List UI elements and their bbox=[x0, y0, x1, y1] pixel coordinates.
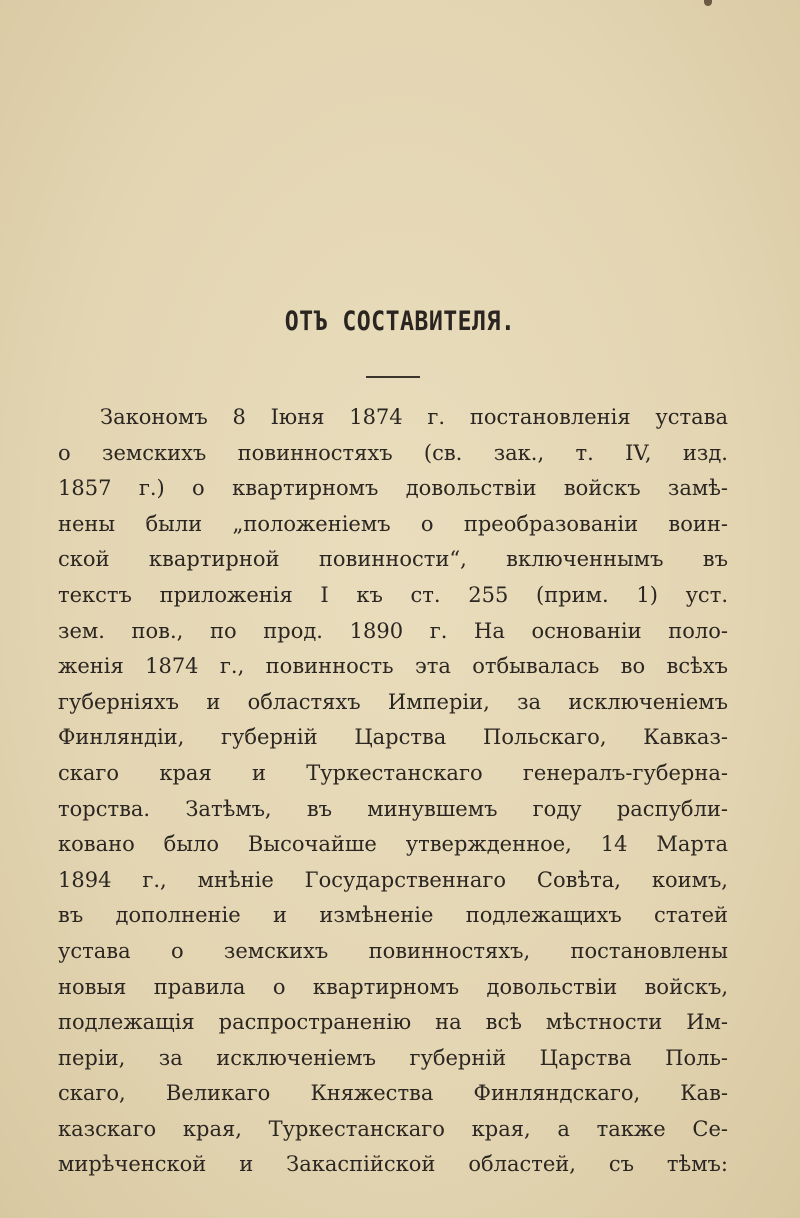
text-line: ской квартирной повинности“, включеннымъ въ bbox=[58, 547, 728, 572]
text-line: женія 1874 г., повинность эта отбывалась во всѣхъ bbox=[58, 654, 728, 679]
text-line: 1894 г., мнѣніе Государственнаго Совѣта, коимъ, bbox=[58, 867, 728, 892]
text-line: ковано было Высочайше утвержденное, 14 Марта bbox=[58, 832, 728, 857]
section-heading: ОТЪ СОСТАВИТЕЛЯ. bbox=[284, 306, 516, 337]
text-line: нены были „положеніемъ о преобразованіи воин- bbox=[58, 511, 728, 536]
text-line: губерніяхъ и областяхъ Имперіи, за исключеніемъ bbox=[58, 689, 728, 714]
page-speck bbox=[704, 0, 712, 6]
text-line: скаго, Великаго Княжества Финляндскаго, Кав- bbox=[58, 1081, 728, 1106]
text-line: мирѣченской и Закаспійской областей, съ тѣмъ: bbox=[58, 1152, 728, 1177]
text-line: въ дополненіе и измѣненіе подлежащихъ статей bbox=[58, 903, 728, 928]
text-line: 1857 г.) о квартирномъ довольствіи войскъ замѣ- bbox=[58, 476, 728, 501]
text-line: устава о земскихъ повинностяхъ, постановлены bbox=[58, 938, 728, 963]
text-line: текстъ приложенія I къ ст. 255 (прим. 1) уст. bbox=[58, 582, 728, 607]
text-line: о земскихъ повинностяхъ (св. зак., т. IV, изд. bbox=[58, 440, 728, 465]
text-line: Финляндіи, губерній Царства Польскаго, Кавказ- bbox=[58, 725, 728, 750]
text-line: зем. пов., по прод. 1890 г. На основаніи поло- bbox=[58, 618, 728, 643]
text-line: періи, за исключеніемъ губерній Царства Поль- bbox=[58, 1045, 728, 1070]
text-line: скаго края и Туркестанскаго генералъ-губерна- bbox=[58, 760, 728, 785]
text-line: новыя правила о квартирномъ довольствіи войскъ, bbox=[58, 974, 728, 999]
body-paragraph bbox=[58, 400, 728, 1183]
heading-divider bbox=[366, 376, 420, 378]
text-line: казскаго края, Туркестанскаго края, а также Се- bbox=[58, 1116, 728, 1141]
text-line: подлежащія распространенію на всѣ мѣстности Им- bbox=[58, 1010, 728, 1035]
text-line: торства. Затѣмъ, въ минувшемъ году распубли- bbox=[58, 796, 728, 821]
text-line: Закономъ 8 Іюня 1874 г. постановленія устава bbox=[100, 405, 728, 429]
